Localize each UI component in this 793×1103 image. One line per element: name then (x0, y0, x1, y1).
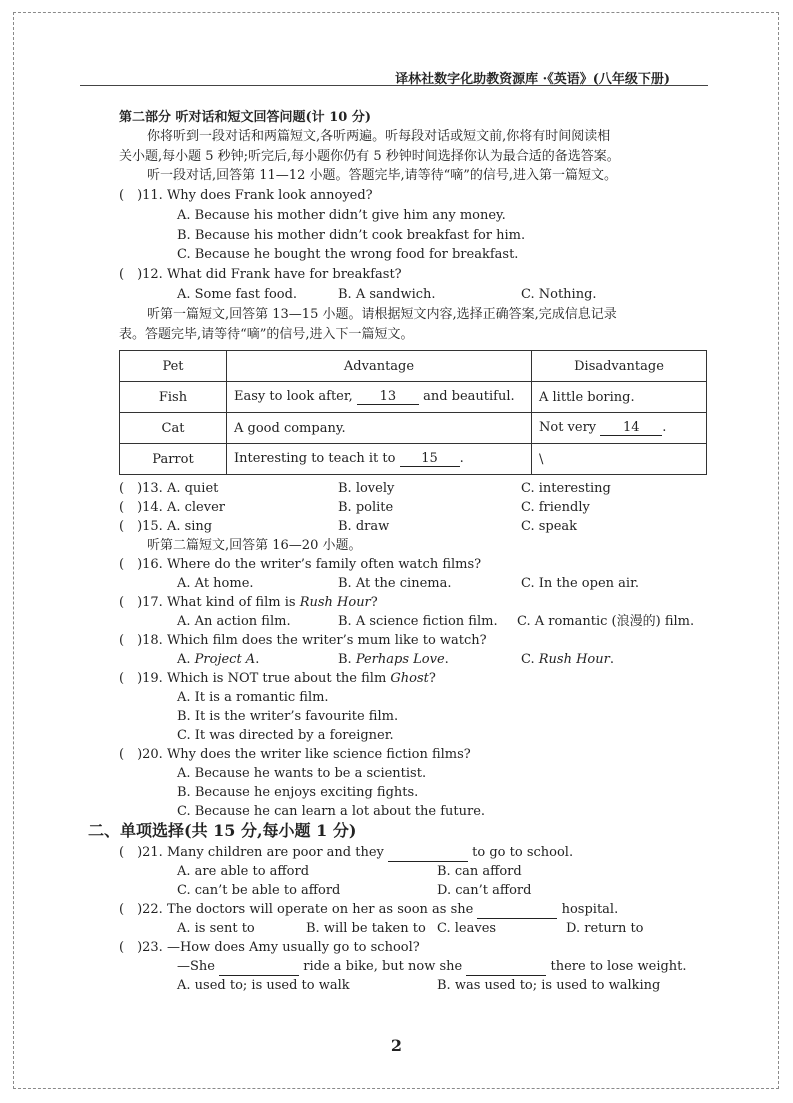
q19-option-a: A. It is a romantic film. (177, 690, 329, 705)
advantage-cell (227, 382, 532, 413)
header-rule (80, 85, 708, 86)
q18-b-letter: B. (338, 652, 356, 667)
q17-option-b: B. A science fiction film. (338, 614, 498, 629)
pet-cell: Parrot (120, 444, 227, 475)
q23-blank-2[interactable] (466, 959, 546, 976)
q22-option-d: D. return to (566, 921, 644, 936)
q16-option-c: C. In the open air. (521, 576, 639, 591)
passage2-instruction: 听第二篇短文,回答第 16—20 小题。 (147, 538, 362, 553)
q17-stem (119, 595, 378, 611)
q22-stem-end: hospital. (561, 902, 619, 917)
q13-option-c: C. interesting (521, 481, 611, 496)
q15-stem: ( )15. A. sing (119, 519, 213, 534)
pet-info-table (119, 350, 707, 475)
q23-option-b: B. was used to; is used to walking (437, 978, 661, 993)
q14-option-b: B. polite (338, 500, 394, 515)
q18-c-dot: . (609, 652, 614, 667)
q17-option-a: A. An action film. (177, 614, 291, 629)
q22-stem-text: ( )22. The doctors will operate on her as soon as she (119, 902, 474, 917)
q23-blank-1[interactable] (219, 959, 299, 976)
q22-option-b: B. will be taken to (306, 921, 426, 936)
header-advantage: Advantage (227, 351, 532, 382)
passage1-instruction-line2: 表。答题完毕,请等待“嘀”的信号,进入下一篇短文。 (119, 327, 414, 342)
page-number: 2 (390, 1036, 403, 1055)
q21-option-b: B. can afford (437, 864, 522, 879)
disadvantage-text-end: . (662, 420, 667, 435)
q23-line2 (177, 959, 687, 976)
disadvantage-cell: \ (532, 444, 707, 475)
q12-option-a: A. Some fast food. (177, 287, 298, 302)
q18-a-dot: . (255, 652, 260, 667)
q19-stem-end: ? (428, 671, 436, 686)
q12-stem: ( )12. What did Frank have for breakfast? (119, 267, 402, 282)
advantage-text: Easy to look after, (234, 389, 353, 404)
q18-option-a (177, 652, 259, 668)
q19-option-c: C. It was directed by a foreigner. (177, 728, 394, 743)
disadvantage-cell (532, 413, 707, 444)
passage1-instruction-line1: 听第一篇短文,回答第 13—15 小题。请根据短文内容,选择正确答案,完成信息记录 (147, 307, 617, 322)
q22-option-a: A. is sent to (177, 921, 255, 936)
q20-stem: ( )20. Why does the writer like science fiction films? (119, 747, 471, 762)
q18-a-title: Project A (194, 652, 256, 667)
q21-blank[interactable] (388, 845, 468, 862)
q18-c-title: Rush Hour (538, 652, 610, 667)
header-pet: Pet (120, 351, 227, 382)
header-disadvantage: Disadvantage (532, 351, 707, 382)
q22-option-c: C. leaves (437, 921, 497, 936)
advantage-cell: A good company. (227, 413, 532, 444)
q20-option-b: B. Because he enjoys exciting fights. (177, 785, 419, 800)
q17-option-c: C. A romantic (浪漫的) film. (517, 614, 695, 629)
q19-stem (119, 671, 436, 687)
disadvantage-text: Not very (539, 420, 597, 435)
part2-title: 第二部分 听对话和短文回答问题(计 10 分) (119, 110, 371, 125)
q11-option-b: B. Because his mother didn’t cook breakfast for him. (177, 228, 526, 243)
q18-b-title: Perhaps Love (355, 652, 445, 667)
q23-option-a: A. used to; is used to walk (177, 978, 350, 993)
advantage-text-end: and beautiful. (423, 389, 515, 404)
q11-option-a: A. Because his mother didn’t give him any money. (177, 208, 506, 223)
q16-option-a: A. At home. (177, 576, 254, 591)
q20-option-c: C. Because he can learn a lot about the future. (177, 804, 486, 819)
q21-option-c: C. can’t be able to afford (177, 883, 341, 898)
q21-option-d: D. can’t afford (437, 883, 532, 898)
q18-b-dot: . (444, 652, 449, 667)
q21-stem-text: ( )21. Many children are poor and they (119, 845, 384, 860)
q19-option-b: B. It is the writer’s favourite film. (177, 709, 399, 724)
q23-line2-start: —She (177, 959, 215, 974)
advantage-text-end: . (459, 451, 464, 466)
q18-a-letter: A. (177, 652, 195, 667)
pet-cell: Fish (120, 382, 227, 413)
q12-option-b: B. A sandwich. (338, 287, 436, 302)
q15-option-b: B. draw (338, 519, 390, 534)
q13-stem: ( )13. A. quiet (119, 481, 219, 496)
q13-option-b: B. lovely (338, 481, 395, 496)
q21-option-a: A. are able to afford (177, 864, 310, 879)
table-row (120, 413, 707, 444)
q18-stem: ( )18. Which film does the writer’s mum like to watch? (119, 633, 487, 648)
table-header-row (120, 351, 707, 382)
q16-stem: ( )16. Where do the writer’s family often watch films? (119, 557, 482, 572)
pet-cell: Cat (120, 413, 227, 444)
q19-stem-text: ( )19. Which is NOT true about the film (119, 671, 391, 686)
q21-stem-end: to go to school. (472, 845, 574, 860)
q18-option-b (338, 652, 449, 668)
q20-option-a: A. Because he wants to be a scientist. (177, 766, 427, 781)
q22-blank[interactable] (477, 902, 557, 919)
q18-c-letter: C. (521, 652, 539, 667)
q23-line2-end: there to lose weight. (550, 959, 687, 974)
table-row (120, 444, 707, 475)
table-row (120, 382, 707, 413)
q11-option-c: C. Because he bought the wrong food for breakfast. (177, 247, 519, 262)
advantage-text: Interesting to teach it to (234, 451, 396, 466)
advantage-cell (227, 444, 532, 475)
q18-option-c (521, 652, 614, 668)
q17-stem-text: ( )17. What kind of film is (119, 595, 300, 610)
q22-stem (119, 902, 618, 919)
dialogue-instruction: 听一段对话,回答第 11—12 小题。答题完毕,请等待“嘀”的信号,进入第一篇短文。 (147, 168, 618, 183)
answer-blank-14[interactable]: 14 (600, 420, 662, 436)
q14-stem: ( )14. A. clever (119, 500, 225, 515)
q15-option-c: C. speak (521, 519, 578, 534)
part2-intro-line2: 关小题,每小题 5 秒钟;听完后,每小题你仍有 5 秒钟时间选择你认为最合适的备选答案。 (119, 149, 620, 164)
q14-option-c: C. friendly (521, 500, 590, 515)
answer-blank-15[interactable]: 15 (400, 451, 460, 467)
part2-intro-line1: 你将听到一段对话和两篇短文,各听两遍。听每段对话或短文前,你将有时间阅读相 (147, 129, 611, 144)
q21-stem (119, 845, 573, 862)
q17-stem-end: ? (370, 595, 378, 610)
section2-title: 二、单项选择(共 15 分,每小题 1 分) (88, 821, 357, 840)
q23-stem: ( )23. —How does Amy usually go to school? (119, 940, 420, 955)
q19-film-title: Ghost (390, 671, 429, 686)
running-header: 译林社数字化助教资源库 ·《英语》(八年级下册) (395, 72, 670, 87)
answer-blank-13[interactable]: 13 (357, 389, 419, 405)
q12-option-c: C. Nothing. (521, 287, 597, 302)
q17-film-title: Rush Hour (299, 595, 371, 610)
q23-line2-mid: ride a bike, but now she (303, 959, 463, 974)
disadvantage-cell: A little boring. (532, 382, 707, 413)
q11-stem: ( )11. Why does Frank look annoyed? (119, 188, 373, 203)
q16-option-b: B. At the cinema. (338, 576, 452, 591)
